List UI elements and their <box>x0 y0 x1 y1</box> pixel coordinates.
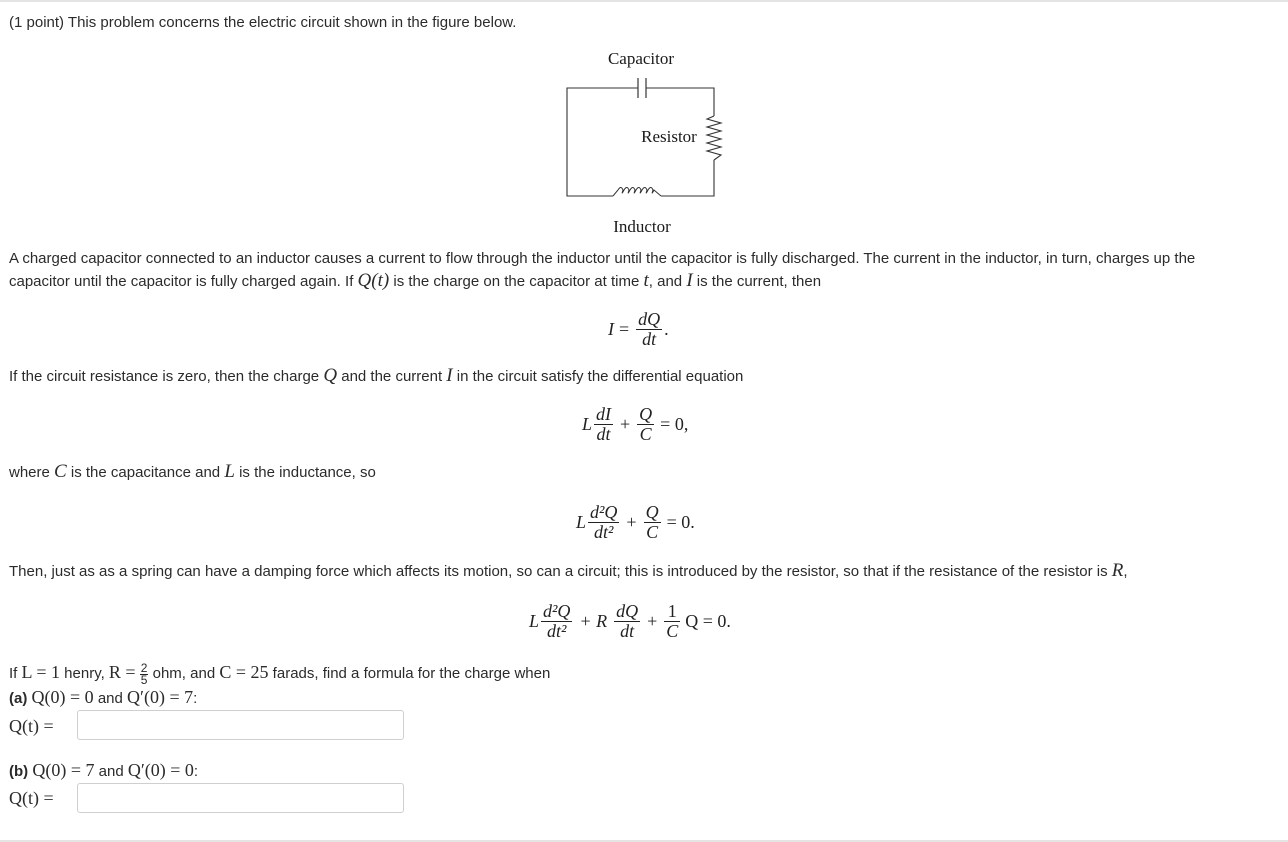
p2-text-c: in the circuit satisfy the differential equation <box>452 368 744 385</box>
given-text-d: farads, find a formula for the charge when <box>268 665 551 682</box>
part-a-cond2: Q′(0) = 7 <box>127 687 194 707</box>
capacitor-label: Capacitor <box>607 50 675 68</box>
given-values <box>9 662 550 686</box>
eq4-frac-1 <box>541 602 572 641</box>
part-b-colon: : <box>193 763 199 780</box>
top-divider <box>0 0 1288 2</box>
problem-header: (1 point) This problem concerns the electric circuit shown in the figure below. <box>9 14 517 31</box>
eq4-plus: + <box>647 610 658 631</box>
equation-rlc <box>529 600 731 642</box>
eq1-num: dQ <box>638 308 661 329</box>
p1-math-Q: Q(t) <box>357 270 390 291</box>
eq1-lhs: I <box>608 318 614 339</box>
given-R-den: 5 <box>140 672 148 687</box>
eq4-num2: dQ <box>616 600 639 621</box>
p3-text-a: where <box>9 464 55 481</box>
eq3-num2: Q <box>645 501 659 522</box>
p1-text-d: is the current, then <box>692 273 822 290</box>
paragraph-1-line-1: A charged capacitor connected to an inductor causes a current to flow through the inductor until the capacitor is fully discharged. The current in the inductor, in turn, charges up the <box>9 250 1196 267</box>
given-R: R = <box>108 662 136 682</box>
paragraph-1-line-2 <box>9 271 821 292</box>
paragraph-3 <box>9 462 376 483</box>
eq3-den1: dt² <box>594 521 614 542</box>
eq2-L: L <box>582 413 593 434</box>
equation-current <box>608 308 669 350</box>
part-a-and: and <box>93 690 128 707</box>
circuit-figure <box>566 50 724 233</box>
given-R-num: 2 <box>140 660 148 675</box>
p3-text-b: is the capacitance and <box>66 464 225 481</box>
eq2-num2: Q <box>639 403 653 424</box>
part-a-answer-label: Q(t) = <box>9 716 54 736</box>
eq1-fraction <box>636 310 662 349</box>
part-b-answer-label: Q(t) = <box>9 788 54 808</box>
eq3-frac-1 <box>588 503 619 542</box>
part-b-cond2: Q′(0) = 0 <box>127 760 194 780</box>
eq3-L: L <box>576 511 587 532</box>
given-L: L = 1 <box>21 662 60 682</box>
p4-math-R: R <box>1111 560 1124 581</box>
inductor-label: Inductor <box>613 217 671 233</box>
eq2-frac-1 <box>594 405 613 444</box>
equation-lc <box>582 403 688 445</box>
eq4-den3: C <box>666 620 679 641</box>
eq2-num1: dI <box>596 403 612 424</box>
eq2-rhs: = 0, <box>660 413 689 434</box>
p3-text-c: is the inductance, so <box>234 464 376 481</box>
eq3-den2: C <box>646 521 659 542</box>
part-a-conditions <box>9 687 197 709</box>
part-a-answer-input[interactable] <box>77 710 404 740</box>
eq1-end: . <box>664 318 669 339</box>
part-b-label: (b) <box>9 763 29 780</box>
given-text-a: If <box>9 665 22 682</box>
p2-text-b: and the current <box>337 368 447 385</box>
eq2-den1: dt <box>596 423 611 444</box>
p4-text-a: Then, just as as a spring can have a damping force which affects its motion, so can a circuit; this is introduced by the resistor, so that if the resistance of the resistor is <box>9 563 1112 580</box>
eq2-plus: + <box>620 413 631 434</box>
eq4-den1: dt² <box>547 620 567 641</box>
equation-second-order <box>576 501 695 543</box>
given-text-c: ohm, and <box>148 665 220 682</box>
eq1-den: dt <box>642 328 657 349</box>
part-b-and: and <box>94 763 128 780</box>
eq3-plus: + <box>626 511 637 532</box>
eq4-num1: d²Q <box>543 600 571 621</box>
eq4-num3: 1 <box>664 602 680 622</box>
p2-math-Q: Q <box>323 365 338 386</box>
part-a-colon: : <box>193 690 198 707</box>
eq4-rhs: Q = 0. <box>685 610 731 631</box>
eq3-num1: d²Q <box>590 501 618 522</box>
paragraph-2 <box>9 366 743 387</box>
eq4-plus-R: + R <box>579 610 608 631</box>
resistor-label: Resistor <box>641 127 697 146</box>
part-b-answer-input[interactable] <box>77 783 404 813</box>
p1-math-t: t <box>643 270 649 291</box>
eq4-frac-2 <box>614 602 640 641</box>
p3-math-C: C <box>54 461 67 482</box>
p1-math-I: I <box>686 270 693 291</box>
eq1-equals: = <box>619 318 630 339</box>
eq2-frac-2 <box>637 405 654 444</box>
eq4-den2: dt <box>620 620 635 641</box>
p1-text-a: capacitor until the capacitor is fully charged again. If <box>9 273 358 290</box>
part-b-cond1: Q(0) = 7 <box>32 760 95 780</box>
paragraph-4 <box>9 561 1128 582</box>
eq3-frac-2 <box>644 503 661 542</box>
part-b-conditions <box>9 760 198 782</box>
eq2-den2: C <box>639 423 652 444</box>
given-text-b: henry, <box>60 665 109 682</box>
eq4-frac-3 <box>664 602 680 641</box>
part-a-cond1: Q(0) = 0 <box>31 687 94 707</box>
p1-text-c: , and <box>648 273 687 290</box>
p2-text-a: If the circuit resistance is zero, then the charge <box>9 368 324 385</box>
eq3-rhs: = 0. <box>666 511 695 532</box>
eq4-L: L <box>529 610 540 631</box>
given-C: C = 25 <box>219 662 269 682</box>
p2-math-I: I <box>446 365 453 386</box>
p1-text-b: is the charge on the capacitor at time <box>389 273 644 290</box>
part-a-label: (a) <box>9 690 28 707</box>
p4-text-b: , <box>1123 563 1128 580</box>
p3-math-L: L <box>224 461 235 482</box>
